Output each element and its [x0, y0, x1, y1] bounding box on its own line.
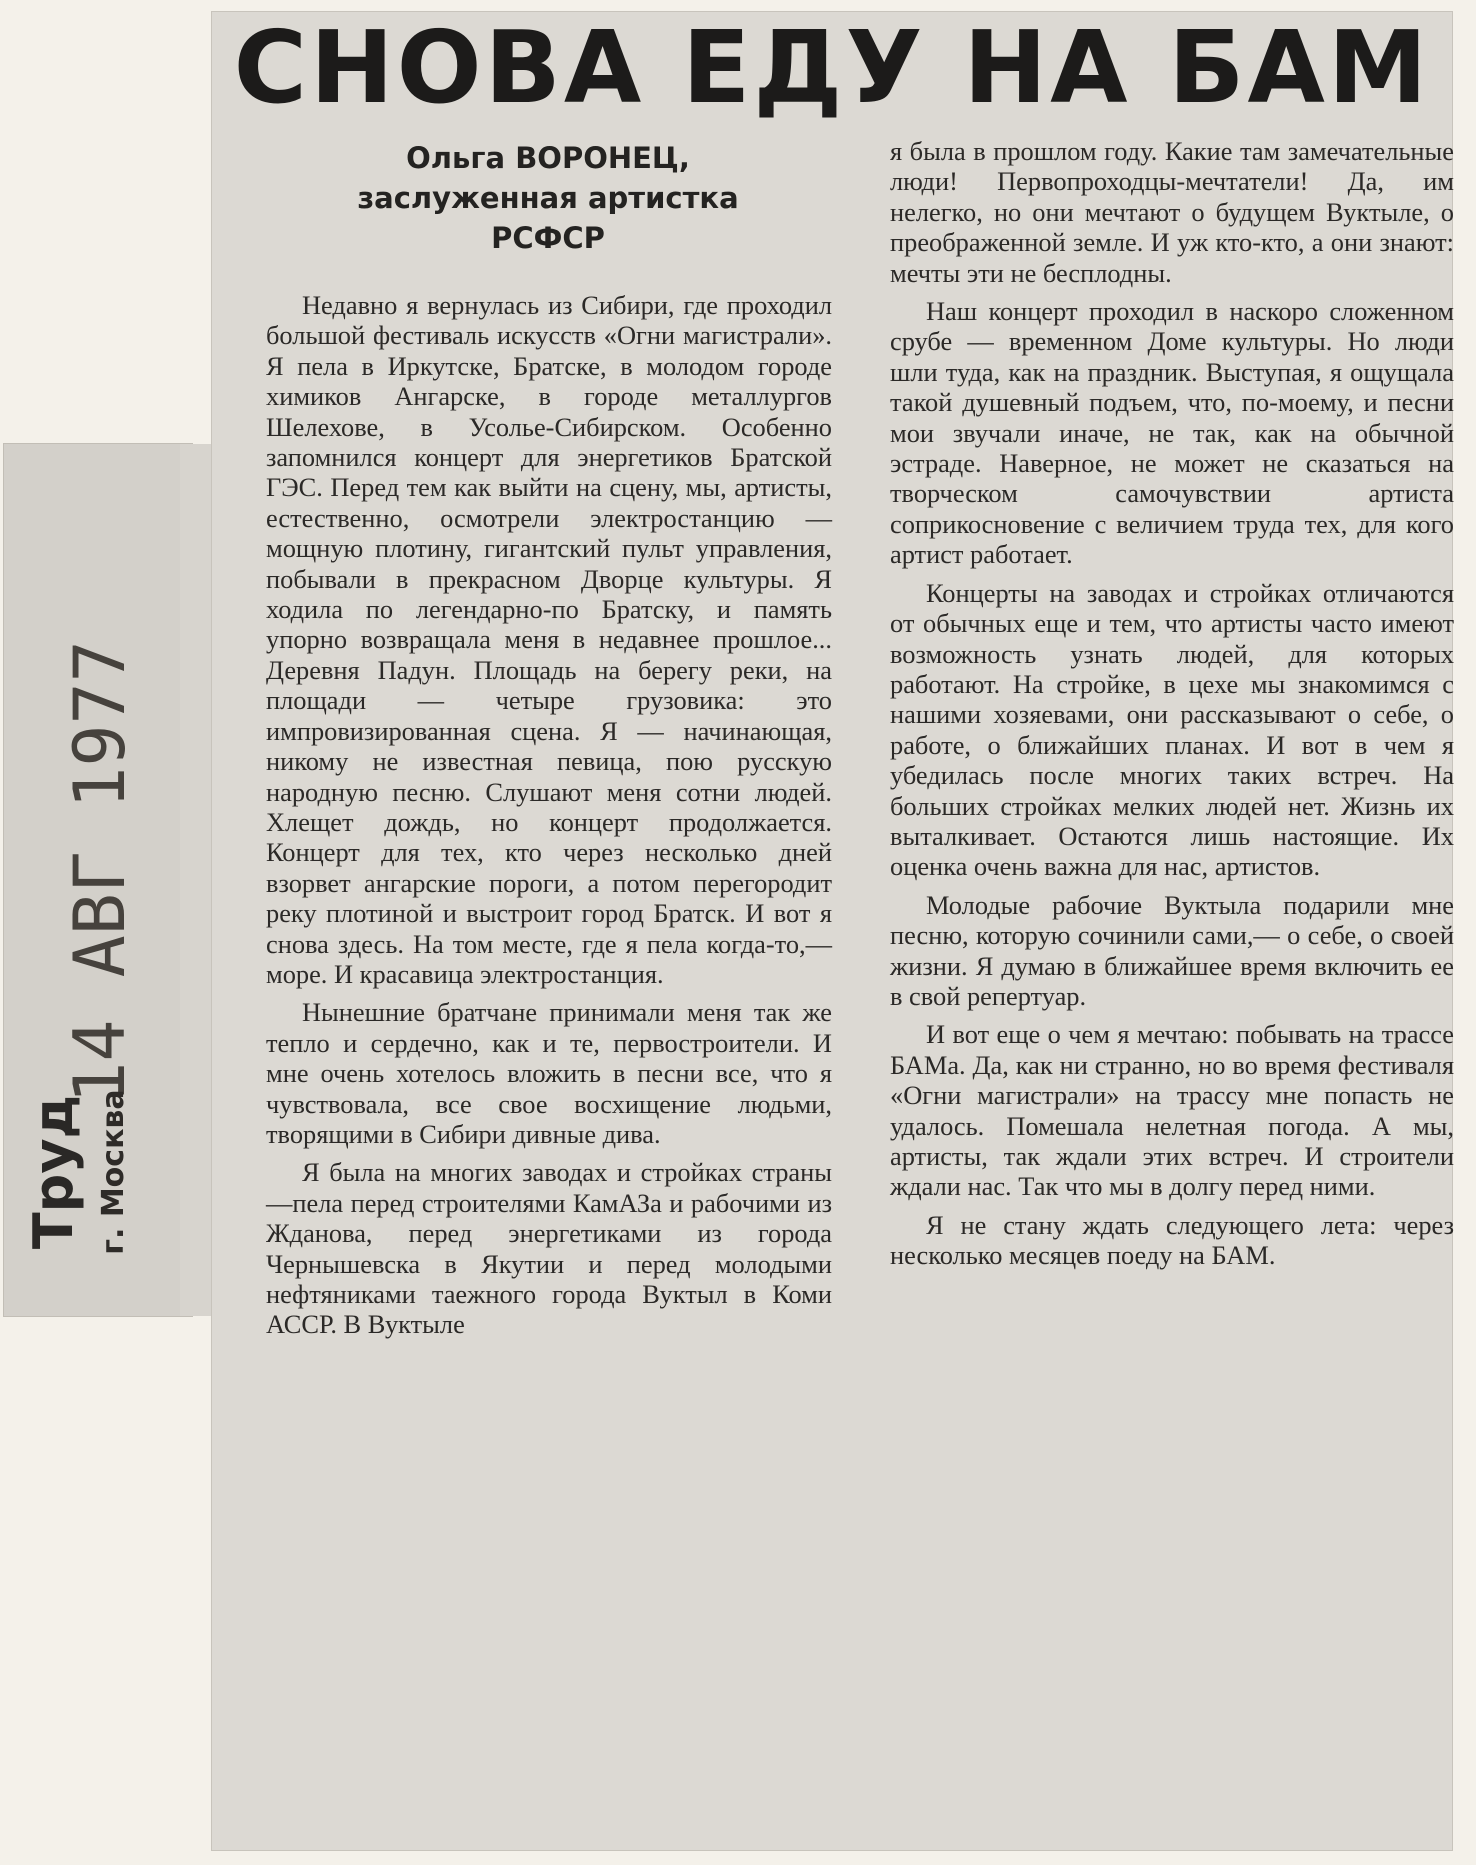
date-stamp-text: 14 АВГ 1977	[59, 640, 141, 1104]
article-column-right	[890, 136, 1454, 1279]
author-title: заслуженная артистка	[357, 181, 739, 215]
paragraph: Я не стану ждать следующего лета: через несколько месяцев поеду на БАМ.	[890, 1209, 1454, 1271]
article-column-left	[266, 290, 832, 1348]
paragraph: И вот еще о чем я мечтаю: побывать на трассе БАМа. Да, как ни странно, но во время фестиваля «Огни магистрали» на трассу мне попасть не удалось. Помешала нелетная погода. А мы, артисты, так ждали этих встреч. И строители ждали нас. Так что мы в долгу перед ними.	[890, 1019, 1454, 1202]
paragraph: Недавно я вернулась из Сибири, где проходил большой фестиваль искусств «Огни магистрали». Я пела в Иркутске, Братске, в молодом городе химиков Ангарске, в городе металлургов Шелехове, в Усолье-Сибирском. Особенно запомнился концерт для энергетиков Братской ГЭС. Перед тем как выйти на сцену, мы, артисты, естественно, осмотрели электростанцию — мощную плотину, гигантский пульт управления, побывали в прекрасном Дворце культуры. Я ходила по легендарно-по Братску, и память упорно возвращала меня в недавнее прошлое... Деревня Падун. Площадь на берегу реки, на площади — четыре грузовика: это импровизированная сцена. Я — начинающая, никому не известная певица, пою русскую народную песню. Слушают меня сотни людей. Хлещет дождь, но концерт продолжается. Концерт для тех, кто через несколько дней взорвет ангарские пороги, а потом перегородит реку плотиной и выстроит город Братск. И вот я снова здесь. На том месте, где я пела когда-то,— море. И красавица электростанция.	[266, 290, 832, 989]
paragraph: Наш концерт проходил в наскоро сложенном срубе — временном Доме культуры. Но люди шли туда, как на праздник. Выступая, я ощущала такой душевный подъем, что, по-моему, и песни мои звучали иначе, не так, как на обычной эстраде. Наверное, не может не сказаться на творческом самочувствии артиста соприкосновение с величием труда тех, для кого артист работает.	[890, 296, 1454, 570]
article-byline	[258, 138, 838, 258]
article-headline: СНОВА ЕДУ НА БАМ	[233, 9, 1431, 126]
city-text: г. Москва	[96, 1089, 131, 1255]
author-title-org: РСФСР	[491, 221, 605, 255]
paragraph: я была в прошлом году. Какие там замечательные люди! Первопроходцы-мечтатели! Да, им нелегко, но они мечтают о будущем Вуктыле, о преображенной земле. И уж кто-кто, а они знают: мечты эти не бесплодны.	[890, 136, 1454, 288]
paragraph: Нынешние братчане принимали меня так же тепло и сердечно, как и те, первостроители. И мне очень хотелось вложить в песни все, что я чувствовала, все свое восхищение людьми, творящими в Сибири дивные дива.	[266, 997, 832, 1149]
paragraph: Я была на многих заводах и стройках страны—пела перед строителями КамАЗа и рабочими из Жданова, перед энергетиками из города Чернышевска в Якутии и перед молодыми нефтяниками таежного города Вуктыл в Коми АССР. В Вуктыле	[266, 1157, 832, 1340]
author-name: Ольга ВОРОНЕЦ,	[406, 141, 690, 175]
paragraph: Молодые рабочие Вуктыла подарили мне песню, которую сочинили сами,— о себе, о своей жизни. Я думаю в ближайшее время включить ее в свой репертуар.	[890, 889, 1454, 1011]
newspaper-name-text: Труд	[22, 1094, 85, 1250]
paragraph: Концерты на заводах и стройках отличаются от обычных еще и тем, что артисты часто имеют возможность узнать людей, для которых работают. На стройке, в цехе мы знакомимся с нашими хозяевами, они рассказывают о себе, о работе, о ближайших планах. И вот в чем я убедилась после многих таких встреч. На больших стройках мелких людей нет. Жизнь их выталкивает. Остаются лишь настоящие. Их оценка очень важна для нас, артистов.	[890, 577, 1454, 882]
